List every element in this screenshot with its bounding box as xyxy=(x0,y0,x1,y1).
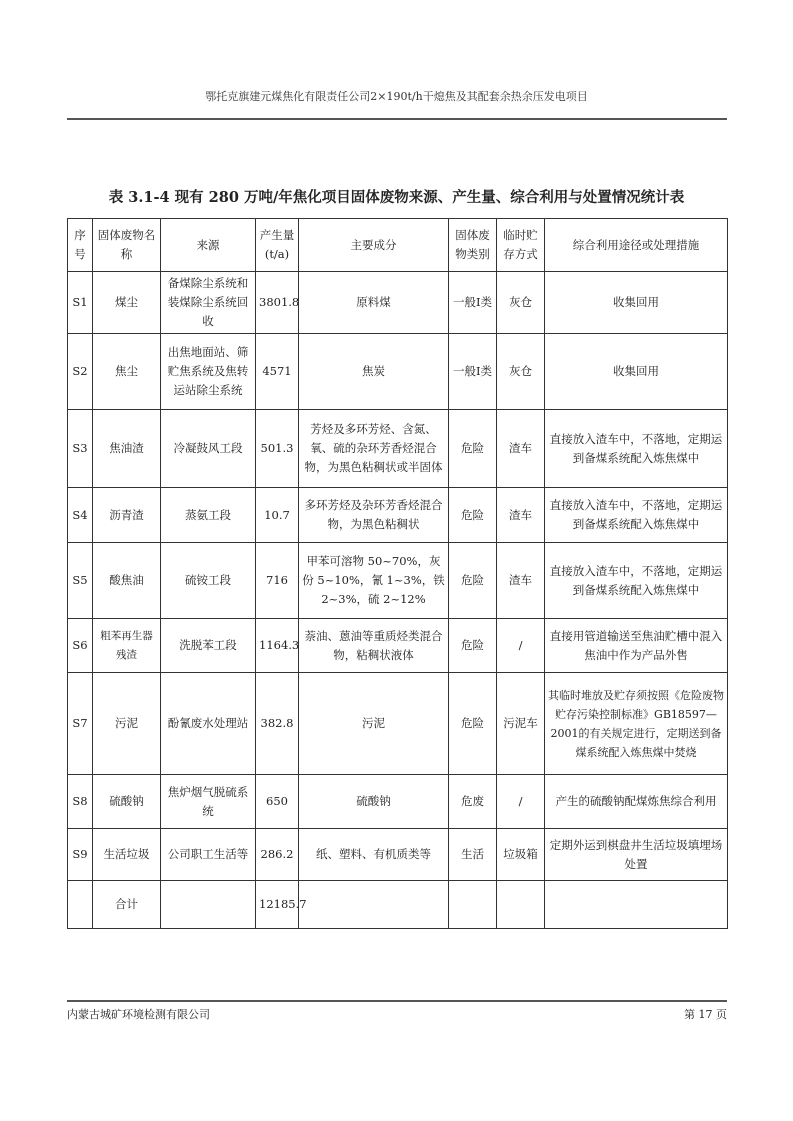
header-no: 序号 xyxy=(68,219,93,272)
cell-source: 冷凝鼓风工段 xyxy=(161,410,256,488)
cell-amount: 650 xyxy=(256,775,299,829)
cell-amount: 1164.3 xyxy=(256,619,299,673)
cell-components: 硫酸钠 xyxy=(299,775,449,829)
cell-source: 硫铵工段 xyxy=(161,543,256,619)
cell-source: 酚氰废水处理站 xyxy=(161,673,256,775)
table-row xyxy=(68,775,728,829)
cell-disposal: 收集回用 xyxy=(545,334,728,410)
cell-category-empty xyxy=(449,881,497,929)
cell-components: 原料煤 xyxy=(299,272,449,334)
cell-amount: 4571 xyxy=(256,334,299,410)
cell-source: 洗脱苯工段 xyxy=(161,619,256,673)
cell-storage: 灰仓 xyxy=(497,334,545,410)
cell-no: S7 xyxy=(68,673,93,775)
cell-name: 污泥 xyxy=(93,673,161,775)
cell-disposal: 定期外运到棋盘井生活垃圾填埋场处置 xyxy=(545,829,728,881)
header-category: 固体废物类别 xyxy=(449,219,497,272)
cell-category: 一般Ⅰ类 xyxy=(449,334,497,410)
header-components: 主要成分 xyxy=(299,219,449,272)
table-row xyxy=(68,673,728,775)
header-storage: 临时贮存方式 xyxy=(497,219,545,272)
cell-amount: 286.2 xyxy=(256,829,299,881)
cell-amount: 501.3 xyxy=(256,410,299,488)
cell-storage: 垃圾箱 xyxy=(497,829,545,881)
cell-category: 危险 xyxy=(449,543,497,619)
cell-category: 危险 xyxy=(449,488,497,543)
cell-disposal: 直接用管道输送至焦油贮槽中混入焦油中作为产品外售 xyxy=(545,619,728,673)
cell-components: 萘油、蒽油等重质烃类混合物，粘稠状液体 xyxy=(299,619,449,673)
solid-waste-table xyxy=(67,218,728,929)
total-amount: 12185.7 xyxy=(256,881,299,929)
cell-amount: 3801.8 xyxy=(256,272,299,334)
cell-category: 危险 xyxy=(449,673,497,775)
table-row xyxy=(68,488,728,543)
cell-disposal: 直接放入渣车中，不落地，定期运到备煤系统配入炼焦煤中 xyxy=(545,488,728,543)
cell-category: 危险 xyxy=(449,619,497,673)
cell-source: 蒸氨工段 xyxy=(161,488,256,543)
cell-name: 硫酸钠 xyxy=(93,775,161,829)
cell-source-empty xyxy=(161,881,256,929)
cell-storage: / xyxy=(497,775,545,829)
cell-no-empty xyxy=(68,881,93,929)
cell-disposal: 其临时堆放及贮存须按照《危险废物贮存污染控制标准》GB18597—2001的有关规定进行，定期送到备煤系统配入炼焦煤中焚烧 xyxy=(545,673,728,775)
cell-source: 出焦地面站、筛贮焦系统及焦转运站除尘系统 xyxy=(161,334,256,410)
cell-disposal-empty xyxy=(545,881,728,929)
table-row xyxy=(68,272,728,334)
cell-components: 甲苯可溶物 50~70%，灰份 5~10%，氰 1~3%，铁 2~3%，硫 2~12% xyxy=(299,543,449,619)
total-row xyxy=(68,881,728,929)
cell-components: 芳烃及多环芳烃、含氮、氧、硫的杂环芳香烃混合物，为黑色粘稠状或半固体 xyxy=(299,410,449,488)
cell-storage: 灰仓 xyxy=(497,272,545,334)
cell-storage: / xyxy=(497,619,545,673)
cell-storage: 渣车 xyxy=(497,543,545,619)
total-label: 合计 xyxy=(93,881,161,929)
cell-no: S6 xyxy=(68,619,93,673)
cell-source: 焦炉烟气脱硫系统 xyxy=(161,775,256,829)
header-amount: 产生量 (t/a) xyxy=(256,219,299,272)
cell-no: S5 xyxy=(68,543,93,619)
cell-components: 多环芳烃及杂环芳香烃混合物，为黑色粘稠状 xyxy=(299,488,449,543)
cell-source: 公司职工生活等 xyxy=(161,829,256,881)
cell-category: 生活 xyxy=(449,829,497,881)
cell-storage: 污泥车 xyxy=(497,673,545,775)
table-row xyxy=(68,543,728,619)
cell-disposal: 收集回用 xyxy=(545,272,728,334)
cell-no: S8 xyxy=(68,775,93,829)
header-source: 来源 xyxy=(161,219,256,272)
cell-source: 备煤除尘系统和装煤除尘系统回收 xyxy=(161,272,256,334)
header-disposal: 综合利用途径或处理措施 xyxy=(545,219,728,272)
cell-storage: 渣车 xyxy=(497,488,545,543)
cell-amount: 716 xyxy=(256,543,299,619)
cell-name: 生活垃圾 xyxy=(93,829,161,881)
cell-storage-empty xyxy=(497,881,545,929)
footer-company: 内蒙古城矿环境检测有限公司 xyxy=(67,1008,210,1021)
footer-page-number: 第 17 页 xyxy=(684,1008,727,1021)
footer-rule xyxy=(67,1000,727,1002)
header-name: 固体废物名称 xyxy=(93,219,161,272)
cell-no: S4 xyxy=(68,488,93,543)
cell-components: 污泥 xyxy=(299,673,449,775)
cell-storage: 渣车 xyxy=(497,410,545,488)
header-rule xyxy=(67,118,727,120)
cell-no: S2 xyxy=(68,334,93,410)
cell-category: 一般Ⅰ类 xyxy=(449,272,497,334)
cell-category: 危险 xyxy=(449,410,497,488)
table-row xyxy=(68,619,728,673)
table-caption: 表 3.1-4 现有 280 万吨/年焦化项目固体废物来源、产生量、综合利用与处置情况统计表 xyxy=(108,189,685,206)
cell-amount: 10.7 xyxy=(256,488,299,543)
cell-no: S9 xyxy=(68,829,93,881)
cell-name: 粗苯再生器残渣 xyxy=(93,619,161,673)
table-row xyxy=(68,334,728,410)
cell-disposal: 产生的硫酸钠配煤炼焦综合利用 xyxy=(545,775,728,829)
table-row xyxy=(68,829,728,881)
cell-name: 焦尘 xyxy=(93,334,161,410)
cell-amount: 382.8 xyxy=(256,673,299,775)
cell-components-empty xyxy=(299,881,449,929)
cell-components: 纸、塑料、有机质类等 xyxy=(299,829,449,881)
table-header-row xyxy=(68,219,728,272)
table-row xyxy=(68,410,728,488)
cell-no: S3 xyxy=(68,410,93,488)
cell-components: 焦炭 xyxy=(299,334,449,410)
cell-name: 沥青渣 xyxy=(93,488,161,543)
cell-no: S1 xyxy=(68,272,93,334)
cell-name: 酸焦油 xyxy=(93,543,161,619)
cell-name: 焦油渣 xyxy=(93,410,161,488)
cell-name: 煤尘 xyxy=(93,272,161,334)
cell-disposal: 直接放入渣车中，不落地，定期运到备煤系统配入炼焦煤中 xyxy=(545,543,728,619)
cell-category: 危废 xyxy=(449,775,497,829)
cell-disposal: 直接放入渣车中，不落地，定期运到备煤系统配入炼焦煤中 xyxy=(545,410,728,488)
page-header: 鄂托克旗建元煤焦化有限责任公司2×190t/h干熄焦及其配套余热余压发电项目 xyxy=(205,90,588,103)
